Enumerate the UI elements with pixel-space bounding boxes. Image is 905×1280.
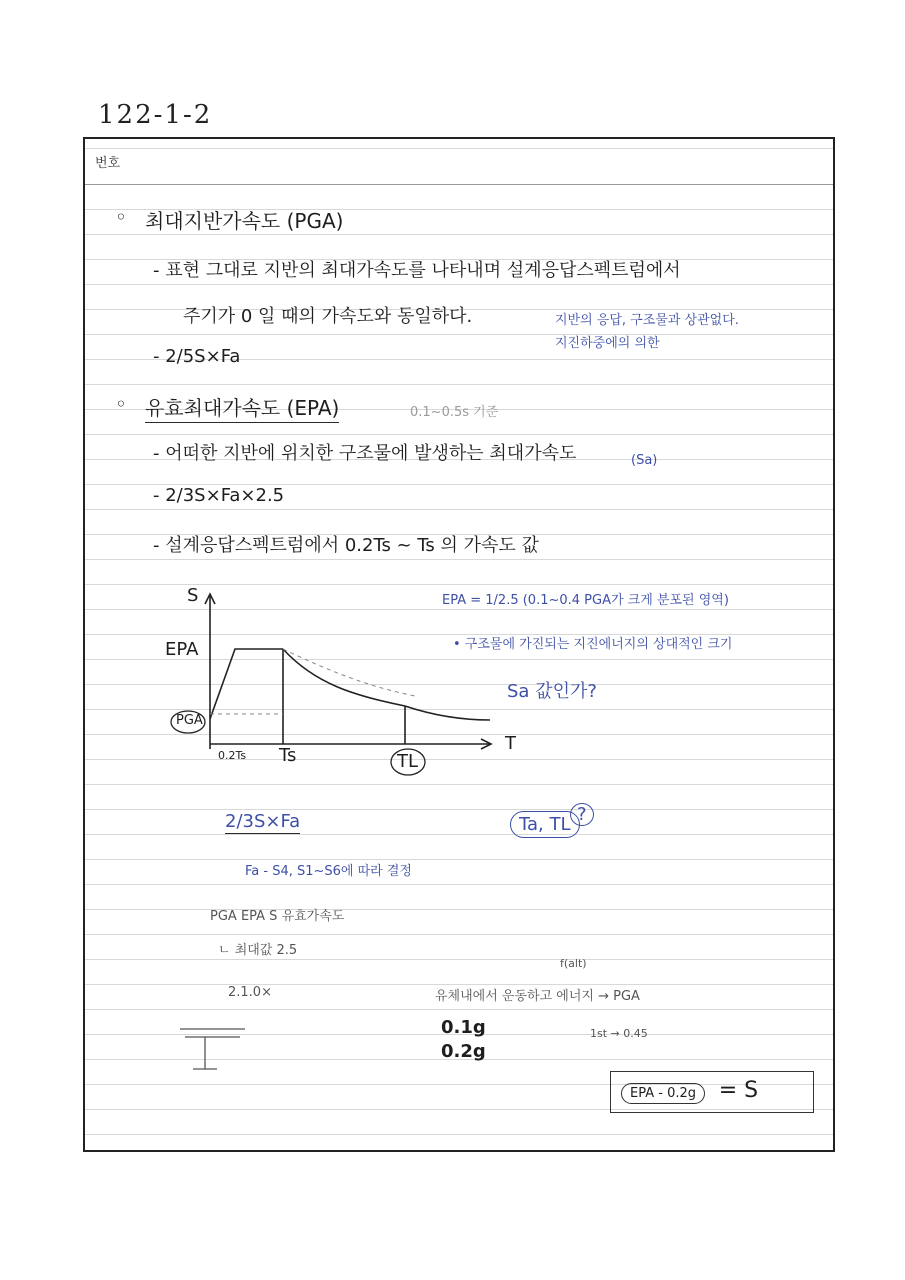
graph-t-label: T <box>505 733 516 754</box>
lower-ta-note: Ta, TL <box>510 811 580 838</box>
section2-line1-note: (Sa) <box>631 453 658 468</box>
field-label: 번호 <box>95 156 121 171</box>
lower-sub-note: ㄴ 최대값 2.5 <box>218 943 298 958</box>
lower-box-content: EPA - 0.2g <box>621 1083 705 1104</box>
section2-bullet: ◦ <box>115 392 127 416</box>
graph-pga-label: PGA <box>176 713 203 728</box>
lower-above-note: f(alt) <box>560 957 587 970</box>
graph-x-label-tl: TL <box>397 751 419 772</box>
lower-answer-box <box>610 1071 814 1113</box>
section1-formula: - 2/5S×Fa <box>153 346 241 367</box>
section2-title: 유효최대가속도 (EPA) <box>145 392 339 423</box>
graph-x-label-ts: Ts <box>279 745 297 766</box>
lower-fa-note: Fa - S4, S1~S6에 따라 결정 <box>245 864 412 879</box>
header-rule <box>85 184 833 185</box>
section2-line1: - 어떠한 지반에 위치한 구조물에 발생하는 최대가속도 <box>153 443 577 464</box>
graph-x-label-02ts: 0.2Ts <box>218 749 247 762</box>
note-sheet <box>83 137 835 1152</box>
lower-sketch <box>175 1019 315 1079</box>
lower-pga-epa: PGA EPA S 유효가속도 <box>210 909 345 924</box>
notes-struct: • 구조물에 가진되는 지진에너지의 상대적인 크기 <box>453 637 733 652</box>
response-spectrum-graph <box>165 584 495 784</box>
section1-line1: - 표현 그대로 지반의 최대가속도를 나타내며 설계응답스펙트럼에서 <box>153 260 681 281</box>
lower-question: ? <box>570 803 594 826</box>
graph-epa-label: EPA <box>165 639 199 660</box>
lower-val-note: 2.1.0× <box>228 985 272 1000</box>
lower-motion-note: 유체내에서 운동하고 에너지 → PGA <box>435 989 640 1004</box>
section2-line3: - 설계응답스펙트럼에서 0.2Ts ~ Ts 의 가속도 값 <box>153 535 539 556</box>
notes-epa-eq: EPA = 1/2.5 (0.1~0.4 PGA가 크게 분포된 영역) <box>442 593 729 608</box>
lower-mid-note: 1st → 0.45 <box>590 1027 648 1040</box>
section2-faint-note: 0.1~0.5s 기준 <box>410 405 499 420</box>
page-number: 122-1-2 <box>98 100 213 130</box>
section1-bullet: ◦ <box>115 205 127 229</box>
lower-num2: 0.2g <box>441 1041 486 1062</box>
section1-note2: 지진하중에의 의한 <box>555 336 660 351</box>
graph-s-label: S <box>187 585 199 606</box>
lower-box-eq: = S <box>718 1078 759 1103</box>
section1-note1: 지반의 응답, 구조물과 상관없다. <box>555 313 739 328</box>
section1-title: 최대지반가속도 (PGA) <box>145 209 344 233</box>
lower-num1: 0.1g <box>441 1017 486 1038</box>
section2-line2: - 2/3S×Fa×2.5 <box>153 485 285 506</box>
section1-line2: 주기가 0 일 때의 가속도와 동일하다. <box>183 306 473 327</box>
lower-formula: 2/3S×Fa <box>225 811 301 832</box>
notes-sa: Sa 값인가? <box>507 681 597 702</box>
